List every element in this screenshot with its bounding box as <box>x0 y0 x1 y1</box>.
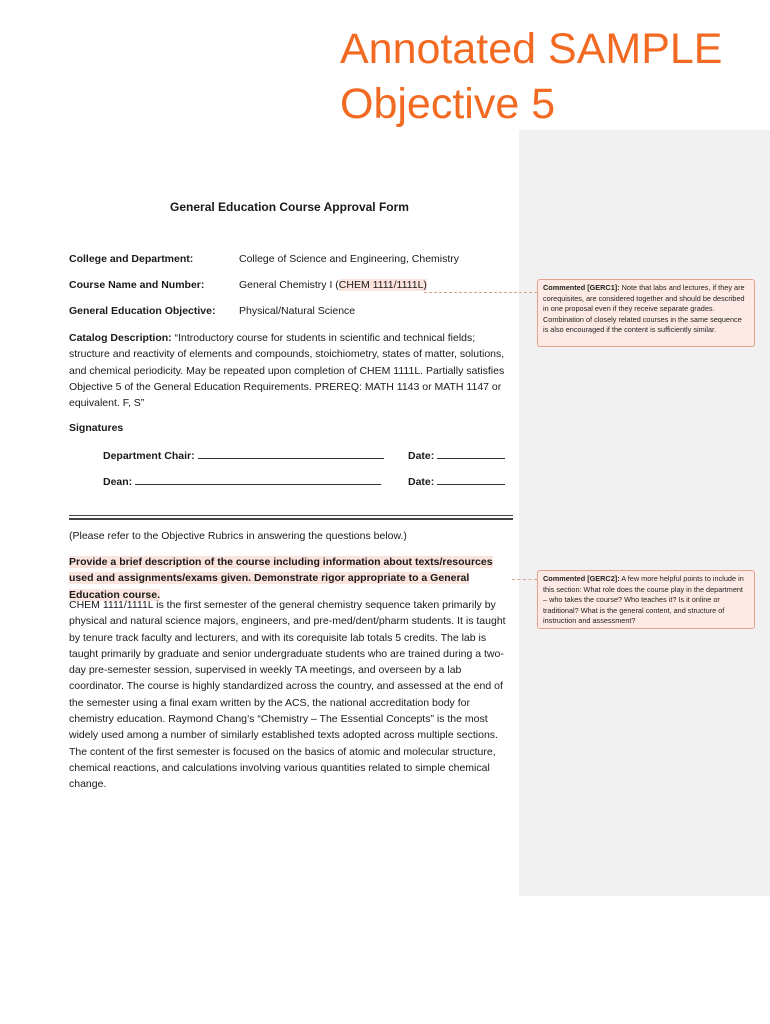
field-label: General Education Objective: <box>69 305 216 317</box>
field-value <box>239 279 427 291</box>
catalog-label: Catalog Description: <box>69 332 172 344</box>
comment-pane <box>519 130 770 896</box>
comment-connector <box>512 579 537 580</box>
section-divider-thick <box>69 518 513 520</box>
dean-signature[interactable] <box>103 474 381 488</box>
prompt-question <box>69 554 514 603</box>
catalog-text: “Introductory course for students in scientific and technical fields; structure and reactivity of elements and compounds, stoichiometry, states of matter, solutions, and chemical periodicity. May be repeated upon completion of CHEM 1111L. Partially satisfies Objective 5 of the General Education Requirements. PREREQ: MATH 1143 or MATH 1147 or equivalent. F, S” <box>69 332 505 410</box>
annotated-sample-stamp <box>340 22 760 132</box>
signatures-heading: Signatures <box>69 422 124 434</box>
chair-date-line[interactable] <box>437 448 505 459</box>
stamp-line-1: Annotated SAMPLE <box>340 25 723 73</box>
date-label: Date: <box>408 450 435 462</box>
date-label: Date: <box>408 476 435 488</box>
field-value: Physical/Natural Science <box>239 305 356 317</box>
form-title: General Education Course Approval Form <box>170 200 409 214</box>
field-value: College of Science and Engineering, Chemistry <box>239 253 460 265</box>
comment-connector <box>424 292 537 293</box>
dean-label: Dean: <box>103 476 133 488</box>
field-label: Course Name and Number: <box>69 279 205 291</box>
course-name: General Chemistry I ( <box>239 279 339 291</box>
comment-tag: Commented [GERC1]: <box>543 283 620 292</box>
comment-text: Note that labs and lectures, if they are corequisites, are considered together and should be described in one proposal even if they receive separate grades. Combination of closely related courses in the same sequence is also encouraged if the content is sufficiently similar. <box>543 283 745 335</box>
dean-signature-line[interactable] <box>135 474 381 485</box>
dean-date[interactable] <box>408 474 505 488</box>
course-number-highlight[interactable]: CHEM 1111/1111L) <box>338 279 427 291</box>
answer-paragraph: CHEM 1111/1111L is the first semester of the general chemistry sequence taken primarily by physical and natural science majors, engineers, and pre-med/dent/pharm students. It is taught by tenure track faculty and lecturers, and with its corequisite lab totals 5 credits. The lab is taught primarily by graduate and senior undergraduate students who are trained during a two-day pre-semester session, supervised in weekly TA meetings, and overseen by a lab coordinator. The course is highly standardized across the country, and assessed at the end of the semester using a final exam written by the ACS, the national accreditation body for chemistry education. Raymond Chang’s “Chemistry – The Essential Concepts” is the most widely used among a number of similarly established texts adopted across multiple sections. The content of the first semester is focused on the basics of atomic and molecular structure, chemical reactions, and calculations involving various quantities related to simple chemical change. <box>69 599 506 791</box>
prompt-highlight[interactable]: Provide a brief description of the course including information about texts/resources used and assignments/exams given. Demonstrate rigor appropriate to a General Education course. <box>69 556 493 601</box>
stamp-line-2: Objective 5 <box>340 80 556 128</box>
section-divider <box>69 515 513 516</box>
dean-date-line[interactable] <box>437 474 505 485</box>
field-label: College and Department: <box>69 253 194 265</box>
comment-gerc2[interactable] <box>537 570 755 629</box>
comment-text: A few more helpful points to include in this section: What role does the course play in the department – who takes the course? Who teaches it? Is it online or traditional? What is the general content, and structure of instruction and assessment? <box>543 574 744 626</box>
catalog-description <box>69 330 514 411</box>
instruction-text: (Please refer to the Objective Rubrics in answering the questions below.) <box>69 530 407 542</box>
chair-label: Department Chair: <box>103 450 195 462</box>
comment-gerc1[interactable] <box>537 279 755 347</box>
department-chair-signature[interactable] <box>103 448 384 462</box>
comment-tag: Commented [GERC2]: <box>543 574 620 583</box>
chair-signature-line[interactable] <box>198 448 384 459</box>
chair-date[interactable] <box>408 448 505 462</box>
